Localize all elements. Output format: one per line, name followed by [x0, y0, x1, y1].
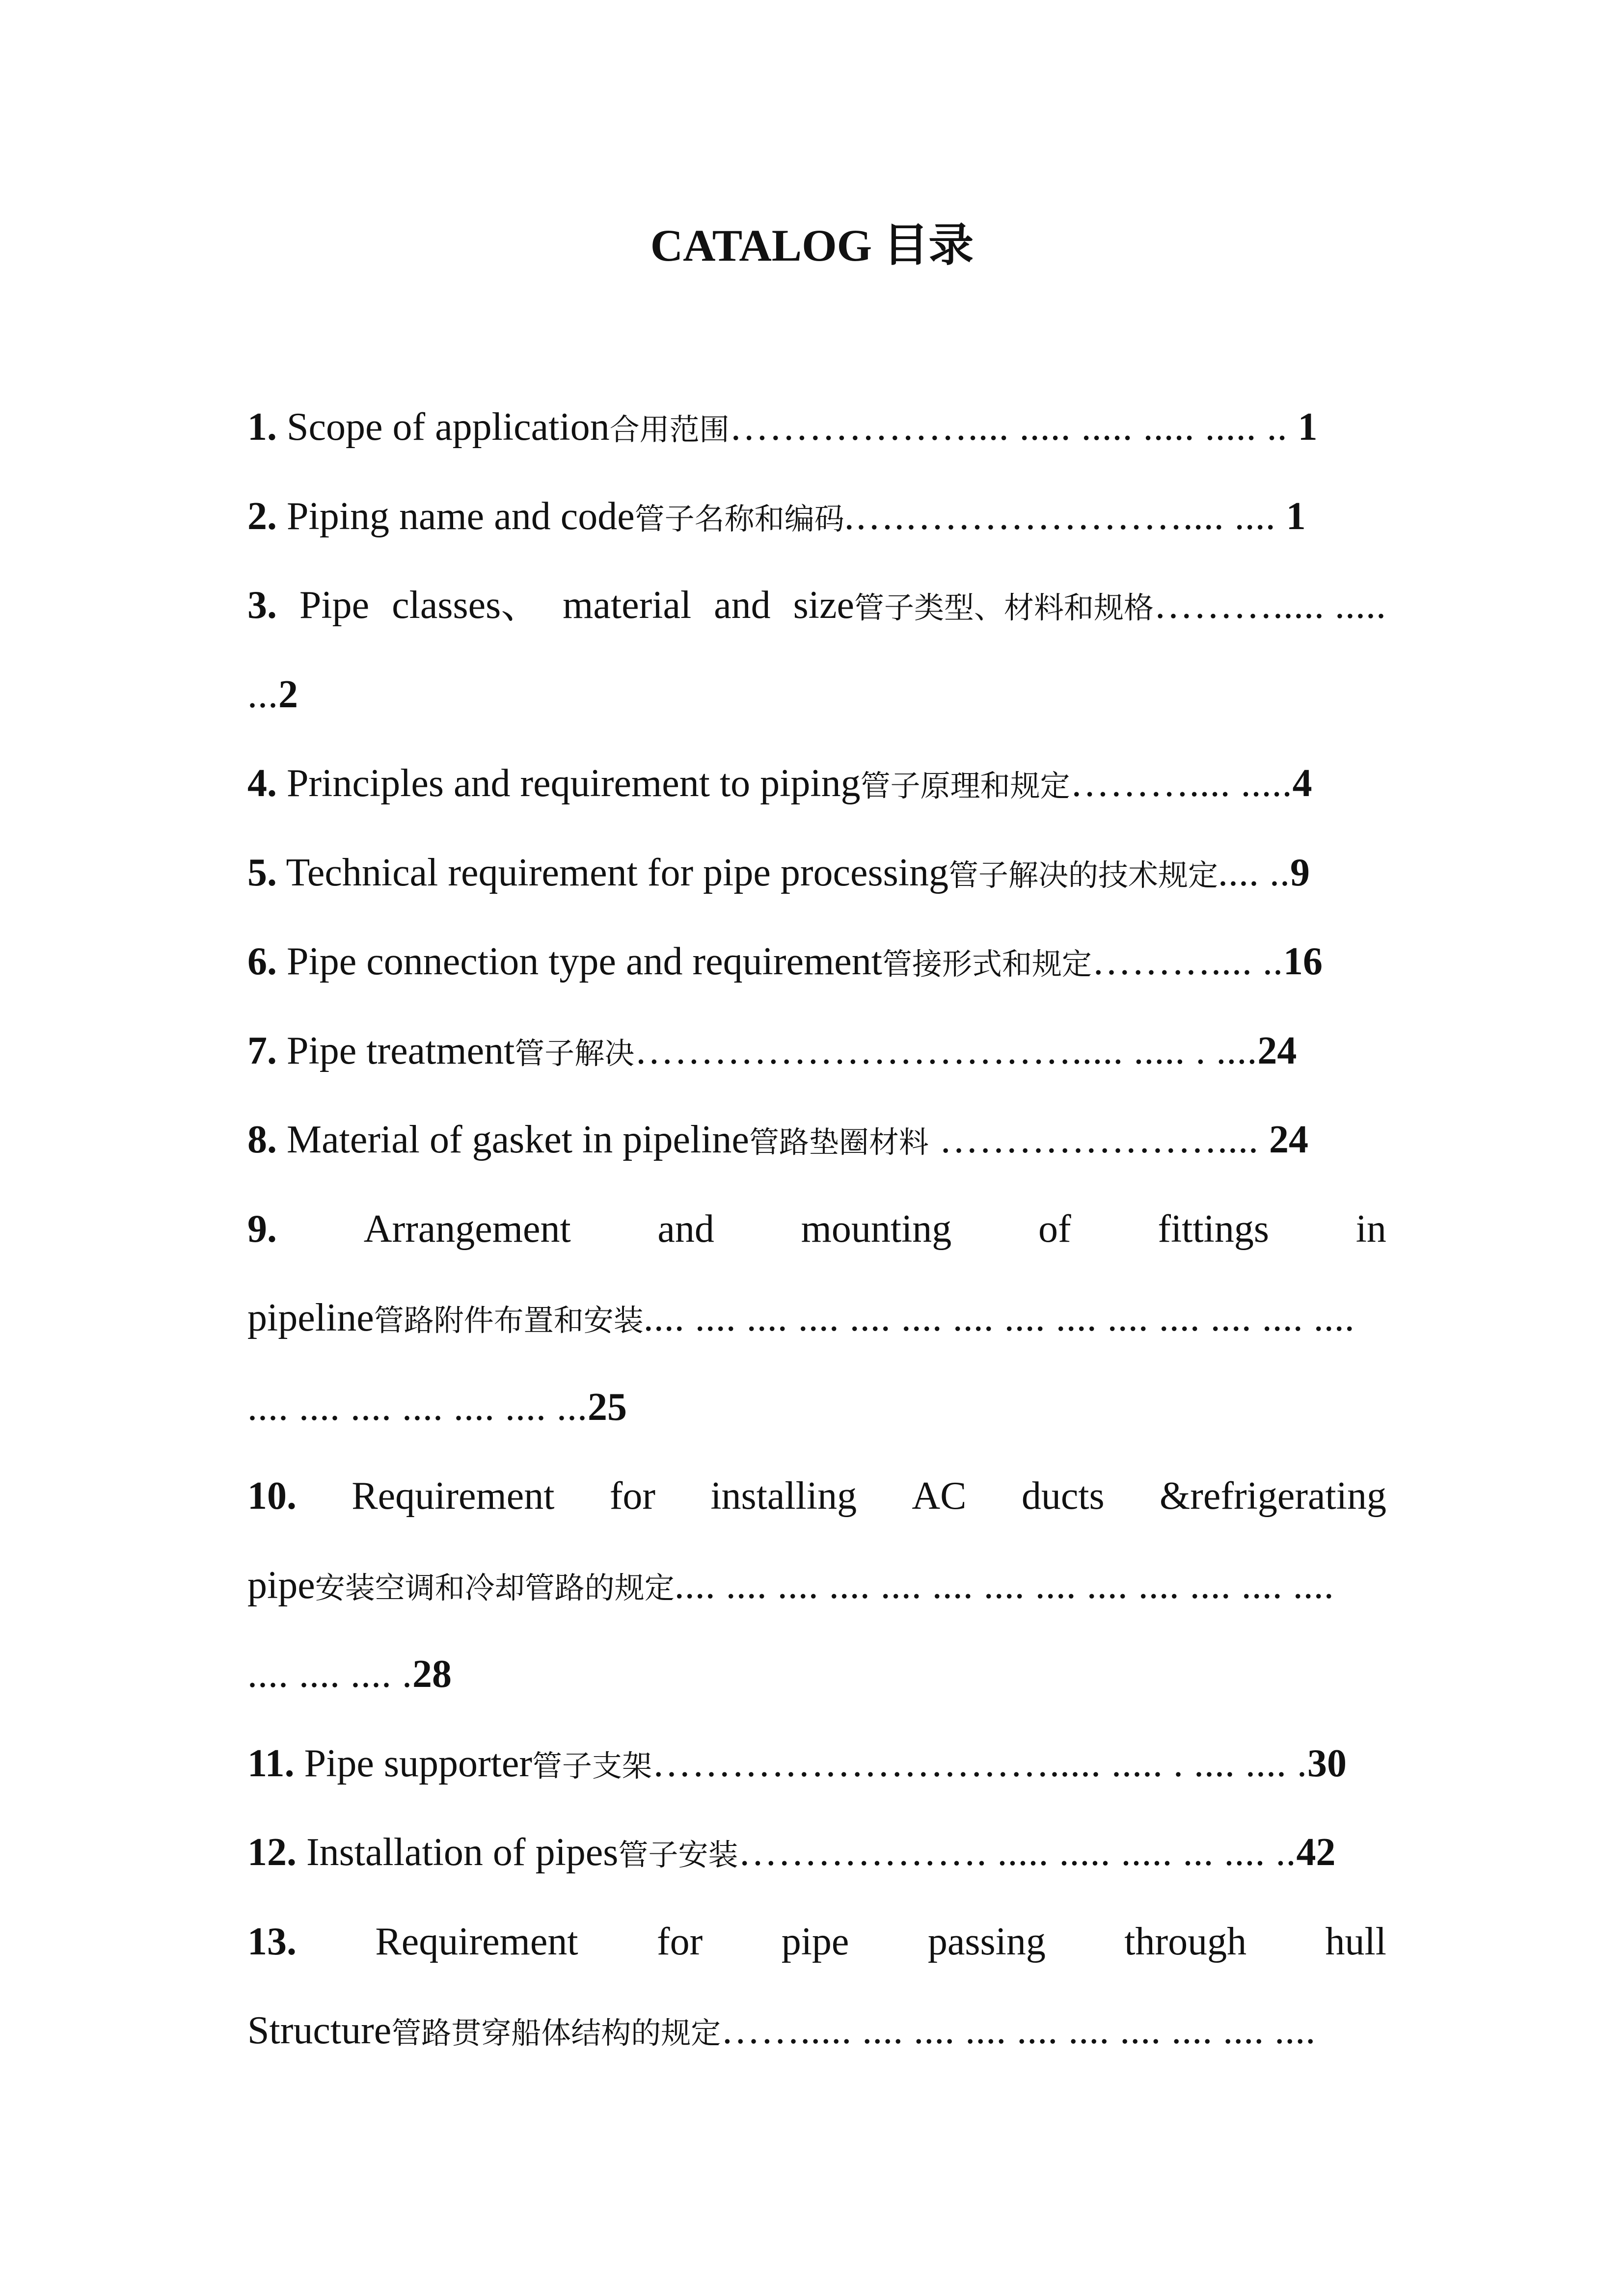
toc-entry-13[interactable]: [247, 1897, 1386, 1987]
dot-leader: .... .... .... .: [247, 1653, 412, 1696]
toc-entry-10[interactable]: [247, 1452, 1386, 1541]
entry-word: AC: [912, 1474, 967, 1518]
toc-entry-13-continued[interactable]: [247, 1986, 1386, 2076]
entry-word: pipe: [781, 1920, 849, 1963]
entry-word: Requirement: [375, 1920, 578, 1963]
dot-leader: …………………....: [928, 1118, 1269, 1161]
entry-title: Material of gasket in pipeline: [277, 1118, 749, 1161]
entry-title: Pipe connection type and requirement: [277, 940, 882, 983]
dot-leader: ...: [247, 672, 278, 716]
toc-entry-5[interactable]: [247, 828, 1386, 918]
dot-leader: …………………………..... ..... . .... .... .: [651, 1741, 1307, 1785]
entry-word: mounting: [801, 1207, 952, 1251]
page-number: 4: [1292, 762, 1312, 805]
entry-title-cn: 管接形式和规定: [882, 947, 1092, 982]
entry-number: 6.: [247, 940, 277, 983]
entry-word: in: [1355, 1207, 1386, 1251]
toc-entry-9-continued-2[interactable]: [247, 1363, 1386, 1452]
toc-entry-4[interactable]: [247, 739, 1386, 828]
dot-leader: ……………………………..... ..... . ....: [634, 1029, 1258, 1072]
entry-title: pipe: [247, 1563, 315, 1607]
page-number: 2: [278, 672, 298, 716]
entry-word: passing: [927, 1920, 1046, 1963]
dot-leader: ……..... .... .... .... .... .... .... .... .... ....: [721, 2009, 1316, 2052]
entry-word: and: [714, 584, 771, 627]
toc-entry-9-continued[interactable]: [247, 1274, 1386, 1363]
entry-title-cn: 管子类型、材料和规格: [854, 590, 1154, 625]
dot-leader: ………………. ..... ..... ..... ... .... ..: [738, 1831, 1297, 1874]
toc-entry-6[interactable]: [247, 917, 1386, 1007]
entry-title: Pipe treatment: [277, 1029, 515, 1072]
page-number: 28: [412, 1653, 452, 1696]
entry-title-cn: 管子原理和规定: [860, 769, 1070, 803]
entry-word: Arrangement: [363, 1207, 571, 1251]
entry-title: Technical requirement for pipe processing: [277, 851, 948, 894]
page-number: 16: [1283, 940, 1323, 983]
entry-title-cn: 管子名称和编码: [634, 501, 844, 536]
toc-entry-11[interactable]: [247, 1719, 1386, 1809]
toc-entry-8[interactable]: [247, 1095, 1386, 1185]
entry-word: of: [1038, 1207, 1071, 1251]
page-number: 24: [1257, 1029, 1297, 1072]
dot-leader: ………..... .....: [1153, 584, 1386, 627]
entry-word: for: [609, 1474, 656, 1518]
entry-word: and: [657, 1207, 714, 1251]
dot-leader: .... .... .... .... .... .... ...: [247, 1385, 588, 1429]
entry-word: Requirement: [352, 1474, 555, 1518]
entry-number: 10.: [247, 1474, 297, 1518]
page-title: CATALOG 目录: [650, 220, 974, 270]
entry-title-cn: 管子解决的技术规定: [948, 857, 1218, 893]
entry-title: Principles and requirement to piping: [277, 762, 861, 805]
entry-word: for: [657, 1920, 703, 1963]
dot-leader: .... ..: [1218, 851, 1290, 894]
dot-leader: .….………………….... ....: [844, 494, 1286, 538]
page-number: 30: [1307, 1741, 1347, 1785]
entry-title-cn: 管路附件布置和安装: [374, 1303, 644, 1338]
entry-title-cn: 合用范围: [609, 412, 730, 447]
entry-word: hull: [1325, 1920, 1386, 1963]
entry-title-cn: 管子支架: [532, 1748, 652, 1784]
entry-number: 11.: [247, 1741, 295, 1785]
entry-title: Pipe supporter: [294, 1741, 532, 1785]
entry-word: &refrigerating: [1159, 1474, 1386, 1518]
dot-leader: ……………….... ..... ..... ..... ..... ..: [729, 405, 1298, 449]
page-number: 1: [1298, 405, 1318, 449]
entry-title: Piping name and code: [277, 494, 635, 538]
entry-title: pipeline: [247, 1296, 374, 1339]
toc-entry-3-continued[interactable]: [247, 650, 1386, 740]
entry-word: Pipe: [299, 584, 370, 627]
entry-number: 5.: [247, 851, 277, 894]
toc-entry-7[interactable]: [247, 1007, 1386, 1096]
entry-word: material: [563, 584, 692, 627]
entry-number: 1.: [247, 405, 277, 449]
dot-leader: ……….... ..: [1091, 940, 1283, 983]
toc-entry-2[interactable]: [247, 472, 1386, 561]
entry-title: Installation of pipes: [297, 1831, 619, 1874]
toc-entry-1[interactable]: [247, 383, 1386, 472]
toc-entry-10-continued-2[interactable]: [247, 1630, 1386, 1719]
toc-entry-3[interactable]: [247, 561, 1386, 650]
page-number: 25: [588, 1385, 627, 1429]
page-number: 24: [1269, 1118, 1308, 1161]
entry-number: 12.: [247, 1831, 297, 1874]
entry-word: through: [1124, 1920, 1247, 1963]
entry-number: 2.: [247, 494, 277, 538]
entry-title: Scope of application: [277, 405, 610, 449]
entry-title: Structure: [247, 2009, 392, 2052]
entry-number: 13.: [247, 1920, 297, 1963]
dot-leader: .... .... .... .... .... .... .... .... .... .... .... .... ....: [674, 1563, 1334, 1607]
toc-entry-9[interactable]: [247, 1185, 1386, 1274]
entry-number: 8.: [247, 1118, 277, 1161]
entry-number: 9.: [247, 1207, 277, 1251]
entry-number: 4.: [247, 762, 277, 805]
entry-title-cn: 管路贯穿船体结构的规定: [391, 2016, 721, 2051]
entry-title-cn: 管子解决: [514, 1036, 635, 1071]
entry-word: installing: [710, 1474, 857, 1518]
table-of-contents: [247, 383, 1386, 2076]
dot-leader: .... .... .... .... .... .... .... .... .... .... .... .... .... ....: [643, 1296, 1355, 1339]
toc-entry-10-continued[interactable]: [247, 1541, 1386, 1630]
page-number: 42: [1296, 1831, 1336, 1874]
entry-number: 7.: [247, 1029, 277, 1072]
page-number: 1: [1286, 494, 1306, 538]
entry-title-cn: 管路垫圈材料: [749, 1125, 929, 1160]
entry-word: fittings: [1158, 1207, 1269, 1251]
entry-word: ducts: [1021, 1474, 1105, 1518]
toc-entry-12[interactable]: [247, 1808, 1386, 1897]
entry-word: classes、: [392, 584, 541, 627]
page-number: 9: [1290, 851, 1310, 894]
entry-number: 3.: [247, 584, 277, 627]
dot-leader: ……….... .....: [1070, 762, 1293, 805]
entry-title-cn: 安装空调和冷却管路的规定: [315, 1570, 675, 1605]
entry-title-cn: 管子安装: [618, 1838, 738, 1872]
entry-word: size: [793, 584, 854, 627]
